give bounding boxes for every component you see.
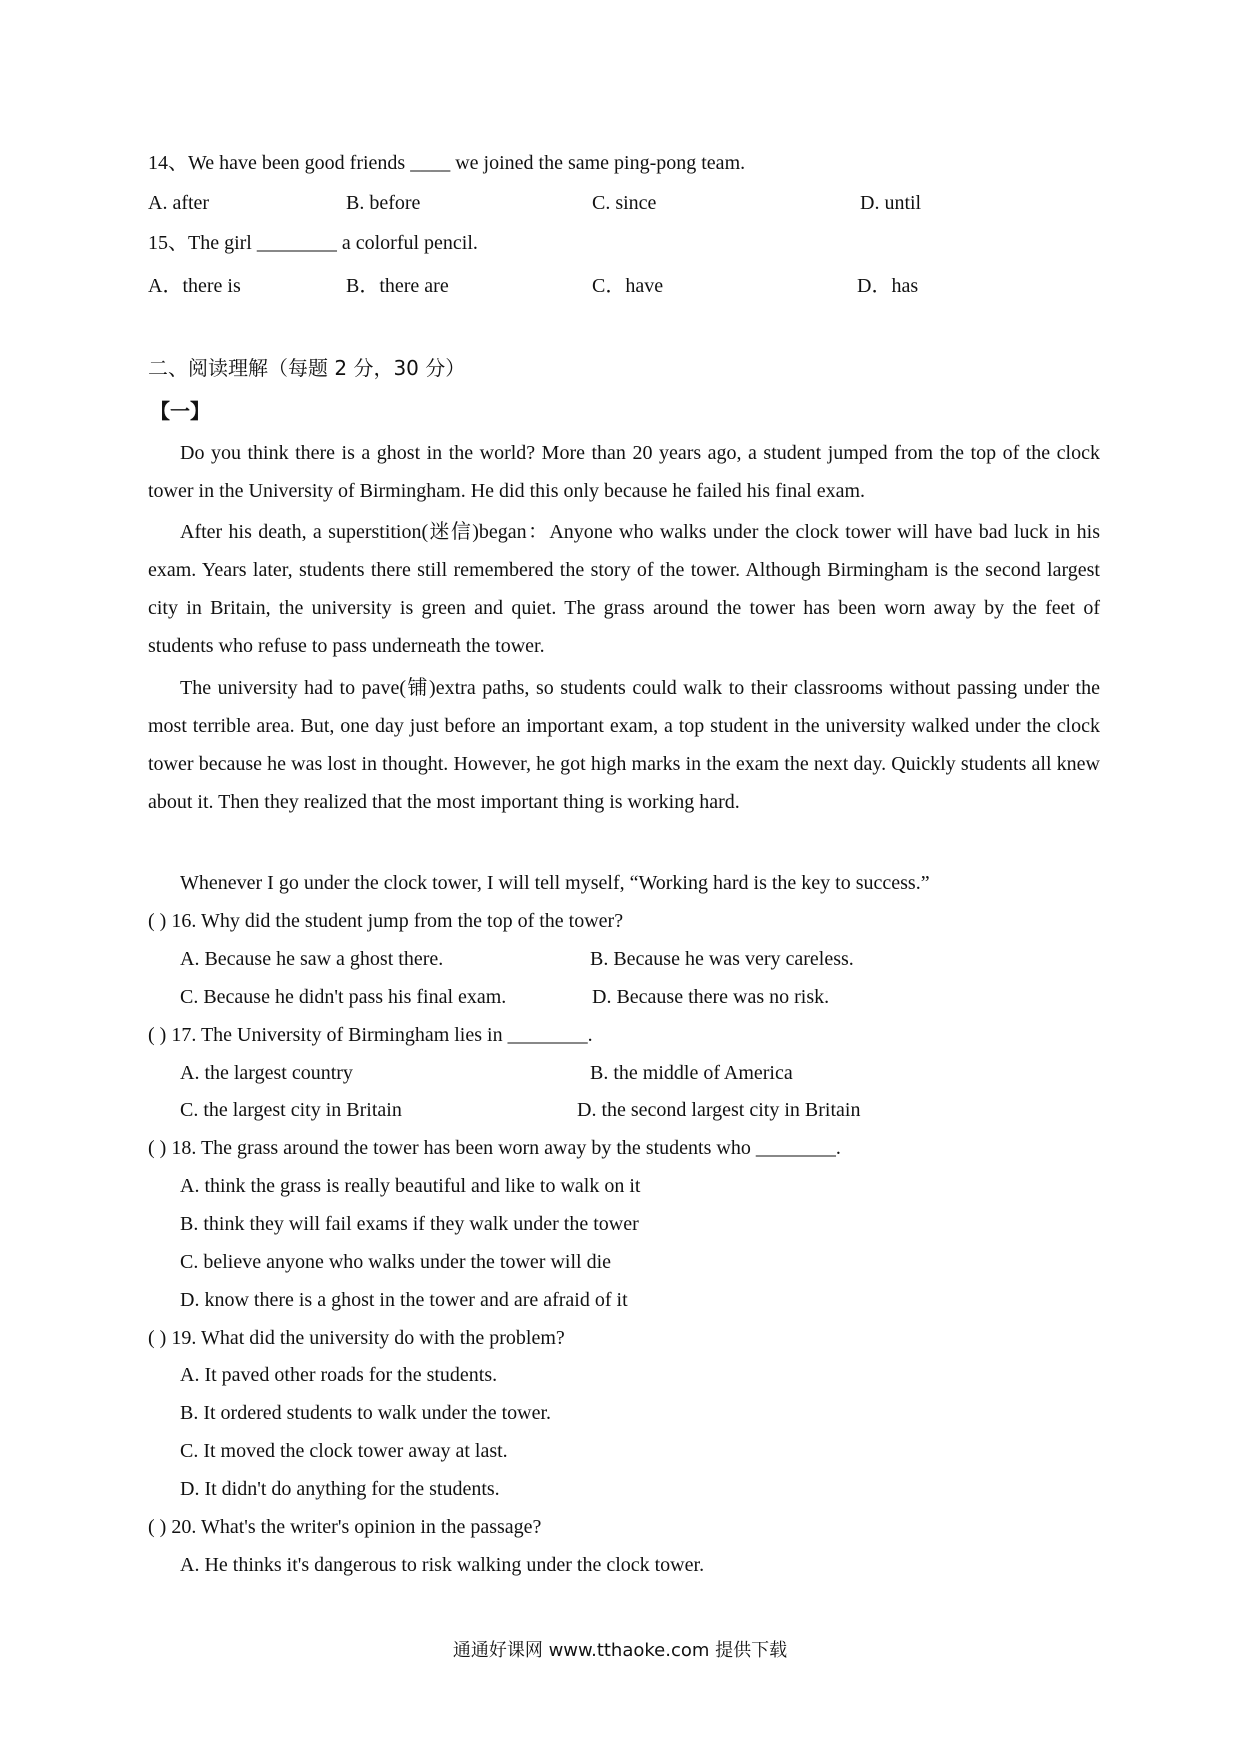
question-18: ( ) 18. The grass around the tower has been worn away by the students who ________. <box>148 1137 841 1159</box>
q19-option-c: C. It moved the clock tower away at last. <box>180 1440 508 1462</box>
q16-option-c: C. Because he didn't pass his final exam. <box>180 986 507 1008</box>
question-16: ( ) 16. Why did the student jump from the top of the tower? <box>148 910 624 932</box>
q18-option-b: B. think they will fail exams if they walk under the tower <box>180 1213 639 1235</box>
q18-option-a: A. think the grass is really beautiful and like to walk on it <box>180 1175 641 1197</box>
q15-option-b: B．there are <box>346 275 449 297</box>
q17-option-a: A. the largest country <box>180 1062 353 1084</box>
question-19: ( ) 19. What did the university do with the problem? <box>148 1327 565 1349</box>
q14-option-b: B. before <box>346 192 421 214</box>
q18-option-d: D. know there is a ghost in the tower and are afraid of it <box>180 1289 628 1311</box>
q14-option-a: A. after <box>148 192 210 214</box>
q19-option-a: A. It paved other roads for the students. <box>180 1364 498 1386</box>
passage-label: 【一】 <box>150 399 210 423</box>
passage-paragraph-4: Whenever I go under the clock tower, I will tell myself, “Working hard is the key to success.” <box>180 872 930 894</box>
passage-paragraph-1: Do you think there is a ghost in the world? More than 20 years ago, a student jumped from the top of the clock tower in the University of Birmingham. He did this only because he failed his final exam. <box>148 442 1100 502</box>
q18-option-c: C. believe anyone who walks under the tower will die <box>180 1251 611 1273</box>
q15-option-a: A．there is <box>148 275 241 297</box>
q19-option-d: D. It didn't do anything for the students. <box>180 1478 500 1500</box>
page-footer: 通通好课网 www.tthaoke.com 提供下载 <box>452 1640 788 1661</box>
question-14: 14、We have been good friends ____ we joined the same ping-pong team. <box>148 152 746 174</box>
q16-option-a: A. Because he saw a ghost there. <box>180 948 444 970</box>
question-17: ( ) 17. The University of Birmingham lies in ________. <box>148 1024 593 1046</box>
q17-option-d: D. the second largest city in Britain <box>577 1099 861 1121</box>
q16-option-d: D. Because there was no risk. <box>592 986 830 1008</box>
q16-option-b: B. Because he was very careless. <box>590 948 854 970</box>
q14-option-c: C. since <box>592 192 657 214</box>
q15-option-c: C．have <box>592 275 664 297</box>
passage-paragraph-3: The university had to pave(铺)extra paths, so students could walk to their classrooms without passing under the most terrible area. But, one day just before an important exam, a top student in the university walked under the clock tower because he was lost in thought. However, he got high marks in the exam the next day. Quickly students all knew about it. Then they realized that the most important thing is working hard. <box>148 677 1100 813</box>
q15-option-d: D．has <box>857 275 919 297</box>
q14-option-d: D. until <box>860 192 922 214</box>
question-20: ( ) 20. What's the writer's opinion in the passage? <box>148 1516 542 1538</box>
q20-option-a: A. He thinks it's dangerous to risk walking under the clock tower. <box>180 1554 705 1576</box>
q17-option-c: C. the largest city in Britain <box>180 1099 402 1121</box>
question-15: 15、The girl ________ a colorful pencil. <box>148 232 478 254</box>
passage-paragraph-2: After his death, a superstition(迷信)began：Anyone who walks under the clock tower will have bad luck in his exam. Years later, students there still remembered the story of the tower. Although Birmingham is the second largest city in Britain, the university is green and quiet. The grass around the tower has been worn away by the feet of students who refuse to pass underneath the tower. <box>148 521 1100 657</box>
section-title: 二、阅读理解（每题 2 分，30 分） <box>148 356 466 380</box>
q17-option-b: B. the middle of America <box>590 1062 793 1084</box>
q19-option-b: B. It ordered students to walk under the tower. <box>180 1402 552 1424</box>
